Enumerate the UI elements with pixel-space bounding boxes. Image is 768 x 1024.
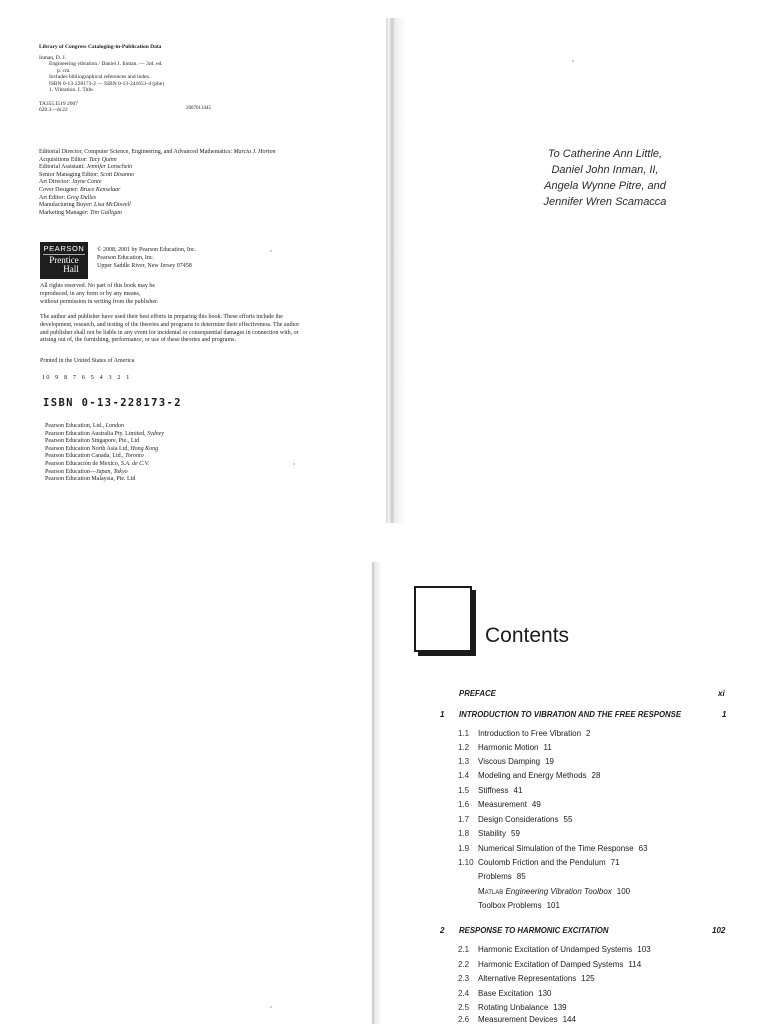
disclaimer-line: arising out of, the furnishing, performance, or use of these theories and programs. [40, 337, 236, 344]
toc-entry-page: 19 [545, 757, 555, 766]
toc-entry [458, 729, 590, 738]
office-city: London [105, 423, 124, 429]
toc-chapter-title: RESPONSE TO HARMONIC EXCITATION [459, 926, 609, 935]
staff-role: Cover Designer: [39, 186, 79, 193]
office-line [45, 469, 164, 477]
cip-line: 1. Vibration. I. Title. [49, 87, 94, 94]
toc-chapter-page: 1 [722, 710, 727, 719]
office-city: Sydney [147, 430, 165, 437]
toc-entry-title: Stiffness [478, 786, 509, 795]
staff-line [39, 187, 379, 195]
cip-line: Inman, D. J. [39, 55, 67, 61]
classification-number [39, 101, 78, 114]
toc-entry-title: Base Excitation [478, 989, 534, 998]
staff-name: Bruce Kenselaar [80, 186, 121, 193]
toc-entry [458, 743, 552, 752]
toc-entry [478, 872, 526, 881]
toc-preface-page: xi [718, 689, 725, 698]
toc-preface: PREFACE [459, 689, 496, 698]
toc-entry-number: 1.6 [458, 800, 470, 809]
toc-entry [458, 974, 595, 983]
toc-entry-number: 1.10 [458, 858, 474, 867]
toc-entry-number: 2.2 [458, 960, 470, 969]
cip-line: Includes bibliographical references and index. [49, 74, 151, 81]
toc-entry-title: Toolbox Problems [478, 901, 542, 910]
toc-entry-title: Rotating Unbalance [478, 1003, 549, 1012]
printed-in: Printed in the United States of America [40, 358, 135, 364]
office-line [45, 438, 164, 446]
office-name: Pearson Education Malaysia, Pte. Ltd [45, 476, 136, 483]
toc-entry-page: 85 [516, 872, 526, 881]
toc-entry-page: 2 [586, 729, 591, 738]
disclaimer [40, 314, 370, 345]
toc-entry [458, 945, 651, 954]
toc-entry [458, 844, 648, 853]
lccn: 2007013445 [186, 106, 211, 111]
staff-name: Greg Dulles [66, 194, 96, 201]
scan-speck [572, 60, 574, 62]
toc-entry-page: 144 [562, 1015, 576, 1024]
cip-line: ISBN 0-13-228173-2 — ISBN 0-13-241651-4 (pbe) [49, 80, 165, 87]
toc-entry-number: 1.1 [458, 729, 470, 738]
toc-entry-title: Stability [478, 829, 507, 838]
toc-entry-page: 100 [616, 887, 631, 896]
staff-name: Scott Disanno [100, 171, 135, 178]
office-name: Pearson Education, Ltd., [45, 423, 106, 429]
toc-entry-page: 103 [637, 945, 651, 954]
rights-line: without permission in writing from the publisher. [40, 298, 159, 305]
toc-entry [458, 771, 600, 780]
toc-entry-page: 125 [581, 974, 595, 983]
toc-entry-title: Measurement [478, 800, 527, 809]
toc-entry-title: Harmonic Excitation of Damped Systems [478, 960, 624, 969]
staff-credits [39, 149, 379, 217]
isbn: ISBN 0-13-228173-2 [43, 397, 182, 409]
classification-line: 620.3—dc22 [39, 107, 68, 114]
staff-name: Tim Galligan [89, 209, 122, 216]
dedication-line: Daniel John Inman, II, [551, 164, 659, 176]
dedication-line: To Catherine Ann Little, [547, 148, 663, 160]
office-city: Toronto [125, 453, 144, 460]
staff-role: Senior Managing Editor: [39, 171, 99, 178]
contents-title: Contents [485, 624, 570, 647]
office-name: Pearson Education North Asia Ltd, [45, 445, 131, 452]
office-line [45, 461, 164, 469]
toc-entry-number: 2.1 [458, 945, 470, 954]
logo-line: Prentice [49, 255, 79, 265]
toc-entry [458, 989, 552, 998]
toc-entry-title: Measurement Devices [478, 1015, 558, 1024]
toc-entry-page: 28 [591, 771, 601, 780]
toc-entry-title: Harmonic Excitation of Undamped Systems [478, 945, 633, 954]
publisher-line: Pearson Education, Inc. [97, 254, 154, 261]
staff-line [39, 164, 379, 172]
staff-line [39, 149, 379, 157]
cip-line: Engineering vibration / Daniel J. Inman. — 3rd. ed. [49, 61, 163, 68]
toc-entry [458, 815, 572, 824]
scan-speck [270, 250, 272, 252]
cip-line: p. cm. [57, 67, 71, 74]
toc-entry-title: Viscous Damping [478, 757, 541, 766]
staff-name: Tacy Quinn [89, 156, 117, 163]
toc-entry-number: 1.2 [458, 743, 470, 752]
toc-entry-prefix: Matlab [478, 887, 504, 896]
book-gutter [386, 18, 406, 523]
toc-entry [458, 800, 541, 809]
toc-entry [458, 858, 620, 867]
toc-entry-title: Harmonic Motion [478, 743, 539, 752]
disclaimer-line: development, research, and testing of the theories and programs to determine their effectiveness. The author [40, 321, 300, 328]
toc-entry-number: 1.8 [458, 829, 470, 838]
toc-entry [458, 1015, 576, 1024]
staff-role: Acquisitions Editor: [39, 156, 88, 163]
toc-entry-title: Design Considerations [478, 815, 559, 824]
toc-entry-title: Engineering Vibration Toolbox [505, 887, 612, 896]
toc-entry-page: 130 [538, 989, 552, 998]
toc-entry-page: 71 [610, 858, 620, 867]
printing-line: 10 9 8 7 6 5 4 3 2 1 [42, 374, 131, 381]
publisher-line: © 2008, 2001 by Pearson Education, Inc. [97, 247, 197, 253]
staff-line [39, 172, 379, 180]
toc-entry-page: 139 [553, 1003, 567, 1012]
toc-entry-title: Numerical Simulation of the Time Response [478, 844, 634, 853]
dedication-line: Angela Wynne Pitre, and [544, 180, 666, 192]
staff-role: Marketing Manager: [39, 209, 89, 216]
toc-chapter-title: INTRODUCTION TO VIBRATION AND THE FREE RESPONSE [459, 710, 682, 719]
staff-role: Editorial Director, Computer Science, Engineering, and Advanced Mathematics: [39, 149, 233, 155]
staff-name: Jennifer Lonschein [86, 164, 133, 171]
pearson-offices [45, 423, 164, 484]
cip-record [39, 55, 164, 93]
office-city: S.A. de C.V. [120, 460, 150, 467]
toc-entry [458, 1003, 567, 1012]
toc-entry-page: 63 [638, 844, 648, 853]
toc-entry [458, 786, 522, 795]
toc-chapter-number: 2 [440, 926, 445, 935]
office-line [45, 446, 164, 454]
disclaimer-line: The author and publisher have used their best efforts in preparing this book. These efforts include the [40, 314, 283, 320]
office-line [45, 431, 164, 439]
toc-entry [478, 887, 630, 896]
toc-entry [458, 960, 641, 969]
office-name: Pearson Education Singapore, Pte., Ltd [45, 438, 140, 445]
rights-line: reproduced, in any form or by any means, [40, 290, 141, 297]
toc-entry [478, 901, 560, 910]
logo-pearson: PEARSON [43, 244, 85, 253]
staff-role: Editorial Assistant: [39, 164, 85, 171]
rights-notice [40, 283, 158, 306]
toc-entry-page: 55 [563, 815, 573, 824]
dedication [505, 146, 705, 210]
logo-prentice-hall [40, 256, 88, 274]
toc-entry-page: 59 [511, 829, 520, 838]
toc-chapter-number: 1 [440, 710, 445, 719]
office-line [45, 453, 164, 461]
toc-entry-number: 1.5 [458, 786, 470, 795]
toc-entry [458, 829, 520, 838]
toc-entry-number: 1.9 [458, 844, 470, 853]
toc-entry-page: 114 [628, 960, 642, 969]
office-line [45, 423, 164, 431]
toc-entry [458, 757, 554, 766]
office-name: Pearson Education— [45, 468, 96, 475]
toc-entry-page: 41 [513, 786, 523, 795]
office-name: Pearson Educación de Mexico, [45, 460, 121, 467]
office-name: Pearson Education Australia Pty. Limited, [45, 430, 148, 437]
office-city: Hong Kong [130, 445, 159, 452]
staff-name: Marcia J. Horton [233, 149, 276, 155]
toc-entry-page: 49 [531, 800, 541, 809]
rights-line: All rights reserved. No part of this book may be [40, 283, 155, 289]
publisher-info [97, 247, 196, 270]
toc-entry-title: Problems [478, 872, 512, 881]
toc-chapter-page: 102 [712, 926, 726, 935]
toc-entry-number: 2.6 [458, 1015, 470, 1024]
scan-speck [270, 1006, 272, 1008]
toc-entry-number: 1.7 [458, 815, 470, 824]
staff-role: Art Director: [39, 179, 71, 186]
staff-role: Art Editor: [39, 194, 66, 201]
disclaimer-line: and publisher shall not be liable in any event for incidental or consequential damages in connection with, or [40, 329, 299, 336]
staff-line [39, 202, 379, 210]
toc-entry-number: 2.4 [458, 989, 470, 998]
scan-speck [293, 463, 295, 465]
office-city: Japan, Tokyo [95, 468, 128, 475]
toc-entry-title: Modeling and Energy Methods [478, 771, 587, 780]
logo-line: Hall [63, 264, 79, 274]
staff-name: Lisa McDowell [93, 202, 131, 209]
office-name: Pearson Education Canada, Ltd., [45, 453, 126, 460]
pearson-prentice-hall-logo [40, 242, 88, 279]
toc-entry-title: Alternative Representations [478, 974, 577, 983]
toc-entry-page: 11 [543, 743, 552, 752]
page-edge-shadow [374, 562, 382, 1024]
toc-entry-page: 101 [546, 901, 560, 910]
dedication-line: Jennifer Wren Scamacca [543, 196, 667, 208]
staff-line [39, 179, 379, 187]
toc-entry-title: Coulomb Friction and the Pendulum [478, 858, 606, 867]
toc-entry-number: 1.3 [458, 757, 470, 766]
toc-entry-number: 2.3 [458, 974, 470, 983]
staff-line [39, 210, 379, 218]
toc-entry-number: 2.5 [458, 1003, 470, 1012]
toc-entry-title: Introduction to Free Vibration [478, 729, 582, 738]
publisher-line: Upper Saddle River, New Jersey 07458 [97, 262, 192, 269]
office-line [45, 476, 164, 484]
cip-title: Library of Congress Cataloging-in-Publication Data [39, 44, 162, 50]
staff-name: Jayne Conte [71, 179, 102, 186]
toc-entry-number: 1.4 [458, 771, 470, 780]
contents-ornament-box [414, 586, 472, 652]
classification-line: TA355.I519 2007 [39, 101, 78, 107]
staff-role: Manufacturing Buyer: [39, 202, 93, 209]
